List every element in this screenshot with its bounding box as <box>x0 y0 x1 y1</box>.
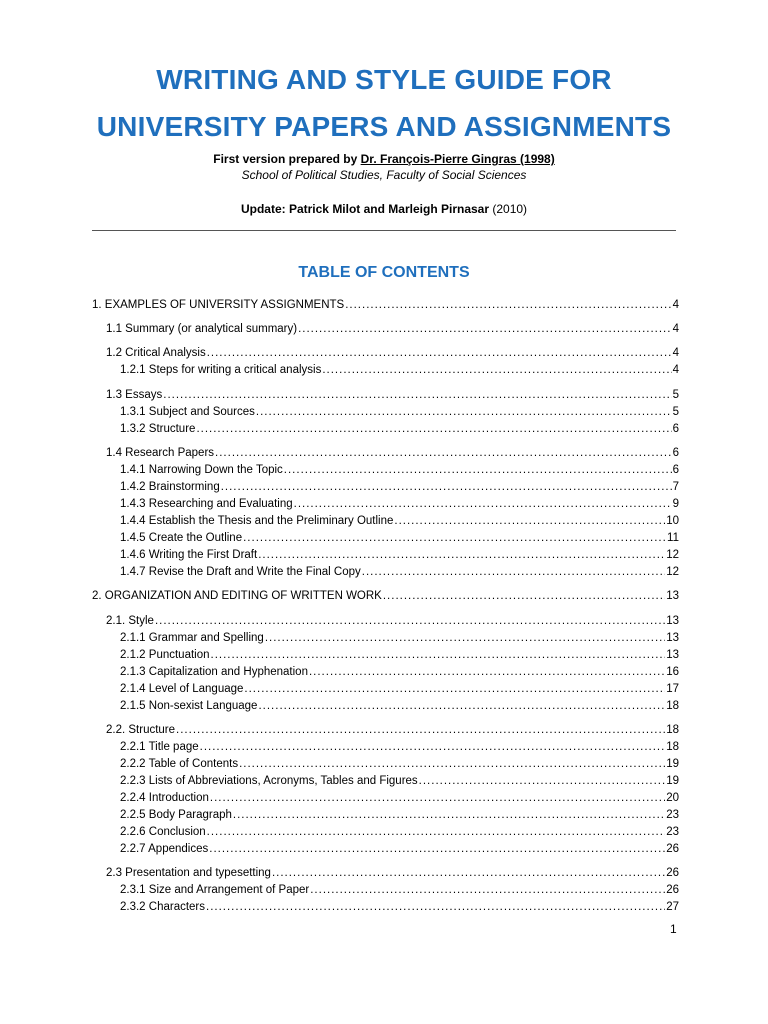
dot-leader <box>258 548 665 563</box>
toc-entry-page: 19 <box>666 775 679 787</box>
toc-entry-page: 6 <box>672 447 679 459</box>
dot-leader <box>383 589 665 604</box>
toc-entry-page: 23 <box>666 826 679 838</box>
toc-entry-page: 7 <box>672 481 679 493</box>
toc-entry-page: 11 <box>667 532 679 544</box>
dot-leader <box>419 774 666 789</box>
toc-entry[interactable] <box>120 757 679 772</box>
toc-entry-label: 2.1.3 Capitalization and Hyphenation <box>120 666 308 678</box>
toc-entry[interactable] <box>106 346 679 361</box>
dot-leader <box>345 298 671 313</box>
toc-entry[interactable] <box>106 723 679 738</box>
toc-entry-label: 1.4.5 Create the Outline <box>120 532 243 544</box>
toc-entry-label: 2.2.6 Conclusion <box>120 826 206 838</box>
toc-entry[interactable] <box>120 497 679 512</box>
toc-entry-page: 26 <box>666 884 679 896</box>
toc-entry-page: 20 <box>666 792 679 804</box>
dot-leader <box>272 866 665 881</box>
toc-entry-label: 1.4 Research Papers <box>106 447 215 459</box>
dot-leader <box>362 565 665 580</box>
toc-entry[interactable] <box>106 614 679 629</box>
toc-entry[interactable] <box>106 446 679 461</box>
toc-entry-label: 2.1. Style <box>106 615 154 627</box>
toc-entry-page: 10 <box>666 515 679 527</box>
update-year: (2010) <box>489 202 528 216</box>
dot-leader <box>155 614 665 629</box>
dot-leader <box>221 480 672 495</box>
toc-entry-label: 1.4.2 Brainstorming <box>120 481 220 493</box>
toc-entry-page: 13 <box>666 649 679 661</box>
toc-entry-label: 2.1.1 Grammar and Spelling <box>120 632 264 644</box>
toc-entry[interactable] <box>120 825 679 840</box>
update-authors: Update: Patrick Milot and Marleigh Pirnasar <box>240 202 490 216</box>
toc-entry-label: 1.1 Summary (or analytical summary) <box>106 323 298 335</box>
dot-leader <box>206 900 665 915</box>
dot-leader <box>310 883 665 898</box>
toc-entry-label: 2.2.2 Table of Contents <box>120 758 239 770</box>
toc-entry-page: 13 <box>666 632 679 644</box>
toc-entry[interactable] <box>120 631 679 646</box>
dot-leader <box>322 363 671 378</box>
dot-leader <box>243 531 666 546</box>
toc-entry-label: 2.2.5 Body Paragraph <box>120 809 232 821</box>
toc-entry-label: 1.2 Critical Analysis <box>106 347 206 359</box>
toc-entry[interactable] <box>120 422 679 437</box>
toc-entry[interactable] <box>120 480 679 495</box>
toc-entry-page: 12 <box>666 566 679 578</box>
toc-entry[interactable] <box>120 531 679 546</box>
toc-entry-page: 18 <box>666 741 679 753</box>
toc-entry-label: 1.4.4 Establish the Thesis and the Preliminary Outline <box>120 515 394 527</box>
toc-entry-label: 2.3 Presentation and typesetting <box>106 867 271 879</box>
toc-entry[interactable] <box>92 298 679 313</box>
prepared-by-line <box>0 152 768 166</box>
toc-entry[interactable] <box>120 514 679 529</box>
toc-entry[interactable] <box>106 388 679 403</box>
toc-entry-label: 1.2.1 Steps for writing a critical analysis <box>120 364 322 376</box>
dot-leader <box>294 497 672 512</box>
toc-entry-label: 1.4.1 Narrowing Down the Topic <box>120 464 283 476</box>
toc-entry-label: 1.4.7 Revise the Draft and Write the Final Copy <box>120 566 361 578</box>
toc-entry-label: 2.1.2 Punctuation <box>120 649 210 661</box>
toc-entry[interactable] <box>92 589 679 604</box>
toc-entry[interactable] <box>120 774 679 789</box>
dot-leader <box>210 791 665 806</box>
dot-leader <box>284 463 672 478</box>
toc-entry-page: 26 <box>666 867 679 879</box>
dot-leader <box>207 346 672 361</box>
dot-leader <box>211 648 666 663</box>
toc-entry-page: 26 <box>666 843 679 855</box>
toc-entry[interactable] <box>120 548 679 563</box>
dot-leader <box>209 842 665 857</box>
toc-entry[interactable] <box>120 699 679 714</box>
toc-entry[interactable] <box>106 866 679 881</box>
toc-entry-page: 6 <box>672 464 679 476</box>
toc-entry-page: 9 <box>672 498 679 510</box>
update-line <box>0 202 768 216</box>
toc-entry-label: 2.3.1 Size and Arrangement of Paper <box>120 884 310 896</box>
dot-leader <box>258 699 665 714</box>
toc-entry[interactable] <box>120 665 679 680</box>
toc-entry-label: 1.3.1 Subject and Sources <box>120 406 255 418</box>
original-author: Dr. François-Pierre Gingras (1998) <box>360 152 555 166</box>
header-divider <box>92 230 676 231</box>
dot-leader <box>265 631 665 646</box>
toc-entry[interactable] <box>120 648 679 663</box>
dot-leader <box>207 825 666 840</box>
toc-entry-page: 16 <box>666 666 679 678</box>
toc-entry[interactable] <box>120 791 679 806</box>
toc-entry-page: 27 <box>666 901 679 913</box>
toc-entry-label: 2.2.4 Introduction <box>120 792 209 804</box>
toc-entry-label: 2. ORGANIZATION AND EDITING OF WRITTEN WORK <box>92 590 382 602</box>
toc-entry-label: 1. EXAMPLES OF UNIVERSITY ASSIGNMENTS <box>92 299 345 311</box>
toc-entry-label: 2.2. Structure <box>106 724 176 736</box>
dot-leader <box>394 514 665 529</box>
toc-entry[interactable] <box>120 842 679 857</box>
toc-entry[interactable] <box>120 682 679 697</box>
toc-entry-page: 5 <box>672 406 679 418</box>
dot-leader <box>244 682 665 697</box>
toc-entry-page: 4 <box>672 364 679 376</box>
dot-leader <box>233 808 665 823</box>
toc-entry-label: 1.4.3 Researching and Evaluating <box>120 498 293 510</box>
toc-entry[interactable] <box>120 565 679 580</box>
toc-entry-page: 5 <box>672 389 679 401</box>
toc-entry-page: 6 <box>672 423 679 435</box>
dot-leader <box>298 322 672 337</box>
toc-entry-label: 2.1.4 Level of Language <box>120 683 244 695</box>
toc-entry-page: 13 <box>666 615 679 627</box>
toc-entry-label: 1.3.2 Structure <box>120 423 196 435</box>
toc-entry-page: 17 <box>666 683 679 695</box>
dot-leader <box>215 446 672 461</box>
dot-leader <box>163 388 671 403</box>
document-title-line-1: WRITING AND STYLE GUIDE FOR <box>156 64 612 95</box>
toc-entry[interactable] <box>120 363 679 378</box>
dot-leader <box>196 422 671 437</box>
dot-leader <box>309 665 665 680</box>
toc-entry-page: 23 <box>666 809 679 821</box>
toc-entry[interactable] <box>120 883 679 898</box>
toc-entry-page: 12 <box>666 549 679 561</box>
toc-entry[interactable] <box>120 740 679 755</box>
dot-leader <box>200 740 666 755</box>
toc-entry[interactable] <box>120 900 679 915</box>
toc-entry[interactable] <box>106 322 679 337</box>
toc-entry-page: 18 <box>666 700 679 712</box>
toc-entry-label: 1.4.6 Writing the First Draft <box>120 549 258 561</box>
toc-entry-label: 1.3 Essays <box>106 389 163 401</box>
toc-entry[interactable] <box>120 405 679 420</box>
toc-entry-page: 13 <box>666 590 679 602</box>
dot-leader <box>176 723 665 738</box>
toc-heading: TABLE OF CONTENTS <box>298 264 470 281</box>
toc-entry-label: 2.3.2 Characters <box>120 901 206 913</box>
document-title-line-2: UNIVERSITY PAPERS AND ASSIGNMENTS <box>96 111 672 142</box>
toc-entry-page: 4 <box>672 299 679 311</box>
dot-leader <box>239 757 665 772</box>
dot-leader <box>256 405 672 420</box>
toc-entry-label: 2.2.1 Title page <box>120 741 199 753</box>
toc-entry[interactable] <box>120 808 679 823</box>
toc-entry-page: 4 <box>672 323 679 335</box>
toc-entry[interactable] <box>120 463 679 478</box>
toc-entry-label: 2.2.7 Appendices <box>120 843 209 855</box>
school-affiliation: School of Political Studies, Faculty of Social Sciences <box>241 168 527 182</box>
toc-entry-page: 18 <box>666 724 679 736</box>
toc-entry-label: 2.2.3 Lists of Abbreviations, Acronyms, Tables and Figures <box>120 775 418 787</box>
page-number: 1 <box>670 922 677 936</box>
prepared-by-prefix: First version prepared by <box>213 152 361 166</box>
toc-entry-label: 2.1.5 Non-sexist Language <box>120 700 258 712</box>
toc-entry-page: 19 <box>666 758 679 770</box>
toc-entry-page: 4 <box>672 347 679 359</box>
